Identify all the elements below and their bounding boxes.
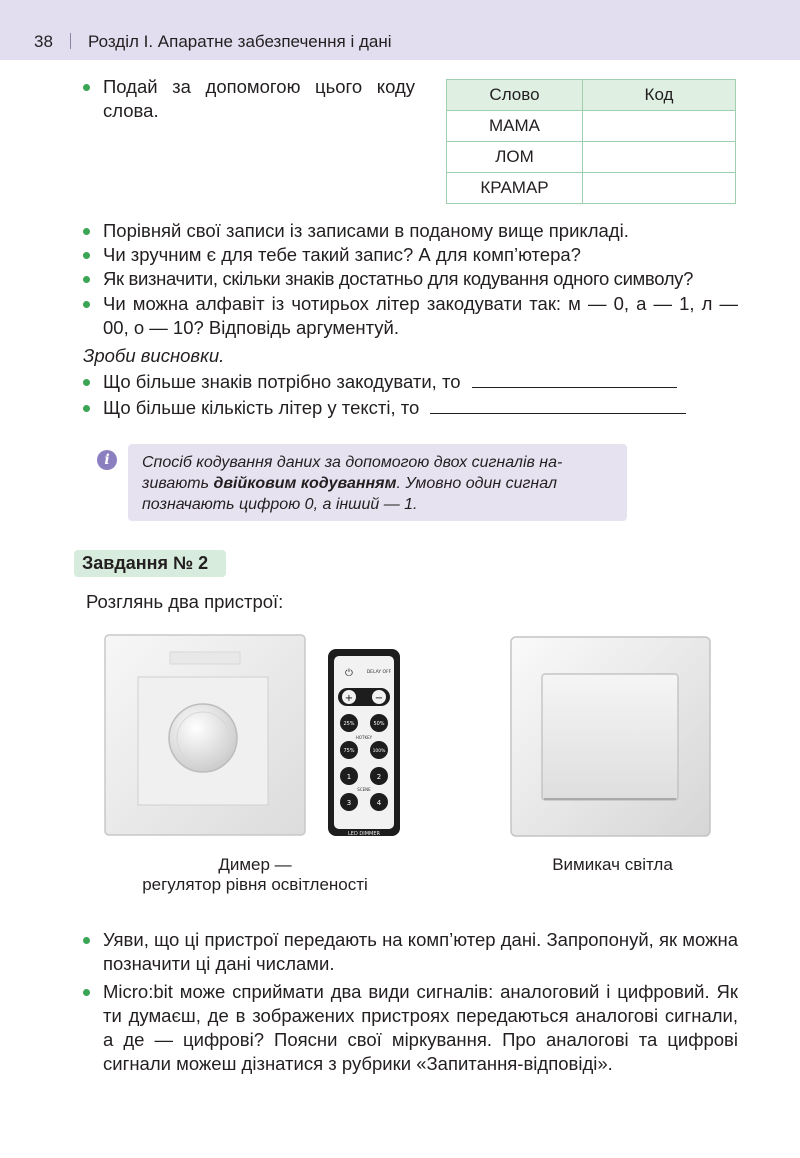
final-bullet-text: Уяви, що ці пристрої передають на комп’ютер дані. Запропонуй, як можна позначити ці дані числами. xyxy=(103,929,738,974)
remote-delay-label: DELAY OFF xyxy=(366,670,392,675)
bullet-icon xyxy=(83,301,90,308)
remote-button-75[interactable]: 75% xyxy=(343,748,355,754)
task-label: Завдання № 2 xyxy=(74,550,226,577)
bullet-icon xyxy=(83,276,90,283)
section-title: Розділ І. Апаратне забезпечення і дані xyxy=(88,32,392,51)
bullet-icon xyxy=(83,84,90,91)
remote-button-3[interactable]: 3 xyxy=(346,799,352,807)
bullet-icon xyxy=(83,937,90,944)
word-cell: ЛОМ xyxy=(447,142,583,173)
question-text: Чи можна алфавіт із чотирьох літер закодувати так: м — 0, а — 1, л — 00, о — 10? Відповідь аргументуй. xyxy=(103,293,738,338)
remote-hotkey-label: HOTKEY xyxy=(355,735,373,740)
remote-button-4[interactable]: 4 xyxy=(376,799,382,807)
answer-blank[interactable] xyxy=(472,370,677,388)
code-table xyxy=(446,79,736,204)
conclusion-text: Що більше кількість літер у тексті, то xyxy=(103,397,420,418)
list-item xyxy=(83,292,738,340)
task-intro: Розглянь два пристрої: xyxy=(86,591,284,612)
page-header xyxy=(0,0,800,60)
table-row xyxy=(447,142,736,173)
remote-button-1[interactable]: 1 xyxy=(346,773,352,781)
word-cell: КРАМАР xyxy=(447,173,583,204)
table-row xyxy=(447,111,736,142)
header-divider xyxy=(70,33,71,49)
answer-blank[interactable] xyxy=(430,396,686,414)
bullet-icon xyxy=(83,989,90,996)
column-header-word: Слово xyxy=(447,80,583,111)
dimmer-image xyxy=(100,632,410,842)
dimmer-caption-line: Димер — xyxy=(218,855,292,874)
bullet-icon xyxy=(83,379,90,386)
dimmer-caption xyxy=(110,855,400,895)
info-term: двійковим кодуванням xyxy=(213,475,397,492)
conclusions-heading: Зроби висновки. xyxy=(83,345,225,366)
list-item xyxy=(83,370,723,394)
remote-minus-button[interactable]: − xyxy=(374,693,384,704)
code-cell[interactable] xyxy=(583,111,736,142)
light-switch-image xyxy=(508,634,713,839)
code-cell[interactable] xyxy=(583,142,736,173)
remote-brand-label: LED DIMMER xyxy=(348,831,380,837)
table-row xyxy=(447,173,736,204)
dimmer-caption-line: регулятор рівня освітленості xyxy=(142,875,368,894)
bullet-icon xyxy=(83,252,90,259)
question-text: Порівняй свої записи із записами в поданому вище прикладі. xyxy=(103,220,629,241)
word-cell: МАМА xyxy=(447,111,583,142)
info-box xyxy=(128,444,627,521)
page-number: 38 xyxy=(34,32,53,51)
column-header-code: Код xyxy=(583,80,736,111)
remote-button-50[interactable]: 50% xyxy=(373,721,385,727)
remote-button-2[interactable]: 2 xyxy=(376,773,382,781)
list-item xyxy=(83,75,415,123)
list-item xyxy=(83,980,738,1076)
question-text: Як визначити, скільки знаків достатньо для кодування одного символу? xyxy=(103,268,694,289)
bullet-icon xyxy=(83,405,90,412)
final-bullet-text: Micro:bit може сприймати два види сигналів: аналоговий і цифровий. Як ти думаєш, де в зображених пристроях передаються аналогові сигнали, а де — цифрові? Поясни свої міркування. Про аналогові та цифрові сигнали можеш дізнатися з рубрики «Запитання-відповіді». xyxy=(103,981,738,1074)
remote-scene-label: SCENE xyxy=(357,787,371,792)
list-item xyxy=(83,243,743,267)
svg-text:⏻: ⏻ xyxy=(345,668,353,679)
intro-text: Подай за допомогою цього коду слова. xyxy=(103,76,415,121)
switch-caption: Вимикач світла xyxy=(552,855,673,874)
remote-plus-button[interactable]: + xyxy=(344,693,354,704)
table-header-row xyxy=(447,80,736,111)
list-item xyxy=(83,396,723,420)
info-text-before: Спосіб кодування даних за допомогою двох сигналів називають xyxy=(142,454,563,492)
list-item xyxy=(83,928,738,976)
list-item xyxy=(83,267,763,291)
remote-button-25[interactable]: 25% xyxy=(343,721,355,727)
remote-button-100[interactable]: 100% xyxy=(372,749,386,754)
code-cell[interactable] xyxy=(583,173,736,204)
bullet-icon xyxy=(83,228,90,235)
list-item xyxy=(83,219,743,243)
info-text-after: . Умовно один сигнал позначають цифрою 0, а інший — 1. xyxy=(142,475,557,513)
info-icon: i xyxy=(97,450,117,470)
conclusion-text: Що більше знаків потрібно закодувати, то xyxy=(103,371,461,392)
question-text: Чи зручним є для тебе такий запис? А для комп’ютера? xyxy=(103,244,581,265)
